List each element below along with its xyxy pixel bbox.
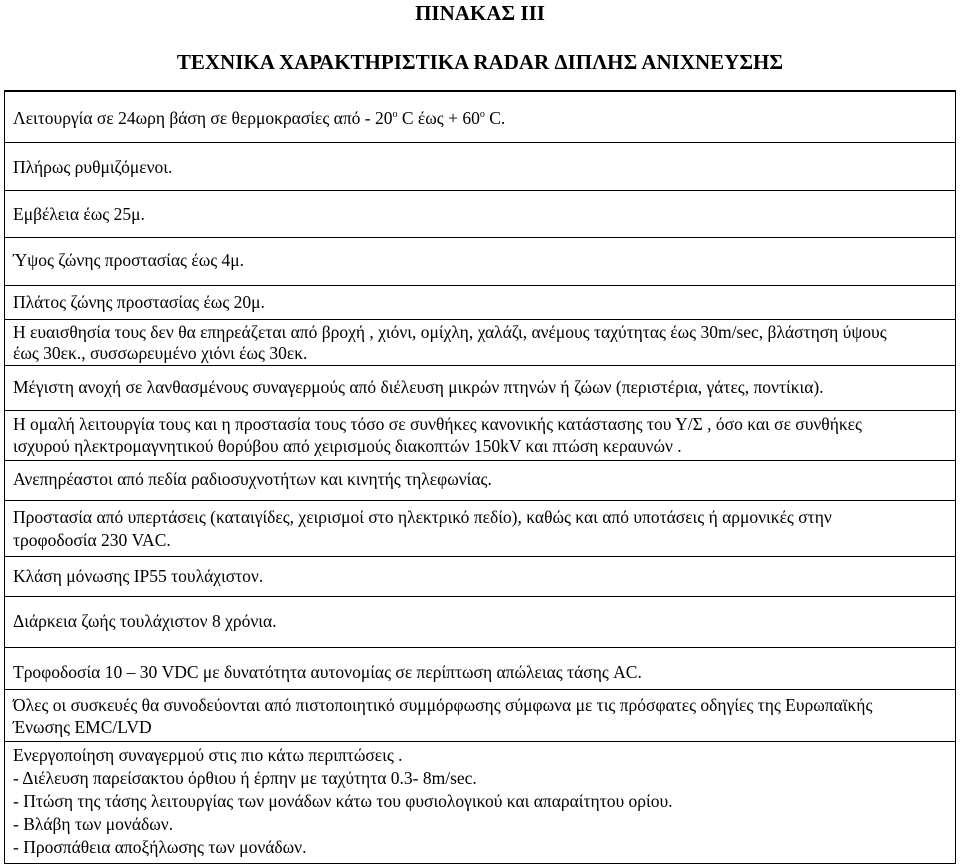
spec-text: Ύψος ζώνης προστασίας έως 4μ. [13, 250, 245, 270]
spec-text-line-1: Ενεργοποίηση συναγερμού στις πιο κάτω περιπτώσεις . [13, 745, 403, 765]
spec-text: Ανεπηρέαστοι από πεδία ραδιοσυχνοτήτων και κινητής τηλεφωνίας. [13, 469, 492, 489]
spec-row-range [5, 190, 955, 238]
specifications-table [4, 90, 956, 864]
spec-text: Πλήρως ρυθμιζόμενοι. [13, 157, 173, 177]
spec-text-line-2: ισχυρού ηλεκτρομαγνητικού θορύβου από χειρισμούς διακοπτών 150kV και πτώση κεραυνών . [13, 436, 682, 456]
spec-text-line-1: Η ευαισθησία τους δεν θα επηρεάζεται από βροχή , χιόνι, ομίχλη, χαλάζι, ανέμους ταχύτητας έως 30m/sec, βλάστηση ύψους [13, 322, 887, 342]
spec-row-ip-class [5, 556, 955, 597]
spec-text-line-1: Προστασία από υπερτάσεις (καταιγίδες, χειρισμοί στο ηλεκτρικό πεδίο), καθώς και από υποτάσεις ή αρμονικές στην [13, 507, 832, 527]
spec-text-line-1: Όλες οι συσκευές θα συνοδεύονται από πιστοποιητικό συμμόρφωσης σύμφωνα με τις πρόσφατες οδηγίες της Ευρωπαϊκής [13, 695, 873, 715]
spec-text: Κλάση μόνωσης IP55 τουλάχιστον. [13, 566, 264, 586]
spec-row-power-supply [5, 647, 955, 690]
spec-row-lifetime [5, 596, 955, 648]
spec-text-line-2: Ένωσης EMC/LVD [13, 717, 152, 737]
spec-text-line-5: - Προσπάθεια αποξήλωσης των μονάδων. [13, 837, 307, 857]
spec-row-certification [5, 689, 955, 742]
spec-text-line-3: - Πτώση της τάσης λειτουργίας των μονάδων κάτω του φυσιολογικού και απαραίτητου ορίου. [13, 791, 673, 811]
spec-text-line-2: - Διέλευση παρείσακτου όρθιου ή έρπην με ταχύτητα 0.3- 8m/sec. [13, 768, 477, 788]
document-title: ΠΙΝΑΚΑΣ ΙΙΙ [415, 1, 545, 25]
spec-text: Εμβέλεια έως 25μ. [13, 204, 145, 224]
spec-row-surge-protection [5, 500, 955, 557]
spec-text-line-1: Η ομαλή λειτουργία τους και η προστασία τους τόσο σε συνθήκες κανονικής κατάστασης του Υ/Σ , όσο και σε συνθήκες [13, 414, 862, 434]
spec-row-emi-operation [5, 410, 955, 461]
document-subtitle: ΤΕΧΝΙΚΑ ΧΑΡΑΚΤΗΡΙΣΤΙΚΑ RADAR ΔΙΠΛΗΣ ΑΝΙΧΝΕΥΣΗΣ [176, 50, 784, 74]
spec-row-false-alarms [5, 365, 955, 411]
spec-text: Πλάτος ζώνης προστασίας έως 20μ. [13, 292, 265, 312]
spec-text: Λειτουργία σε 24ωρη βάση σε θερμοκρασίες από - $20^o$ C $έ\omega\varsigma + 60^o$ C. [13, 108, 506, 128]
spec-row-rf-immunity [5, 460, 955, 501]
spec-text-line-2: τροφοδοσία 230 VAC. [13, 530, 171, 550]
spec-row-alarm-cases [5, 741, 955, 864]
spec-text: Μέγιστη ανοχή σε λανθασμένους συναγερμούς από διέλευση μικρών πτηνών ή ζώων (περιστέρια, γάτες, ποντίκια). [13, 377, 824, 397]
spec-row-sensitivity [5, 319, 955, 366]
spec-row-zone-width [5, 285, 955, 320]
spec-text: Τροφοδοσία 10 – 30 VDC με δυνατότητα αυτονομίας σε περίπτωση απώλειας τάσης AC. [13, 662, 642, 682]
spec-text-line-4: - Βλάβη των μονάδων. [13, 814, 174, 834]
spec-text: Διάρκεια ζωής τουλάχιστον 8 χρόνια. [13, 611, 277, 631]
spec-row-operation [5, 92, 955, 143]
spec-text-line-2: έως 30εκ., συσσωρευμένο χιόνι έως 30εκ. [13, 343, 308, 363]
spec-row-adjustable [5, 142, 955, 191]
spec-row-zone-height [5, 237, 955, 286]
